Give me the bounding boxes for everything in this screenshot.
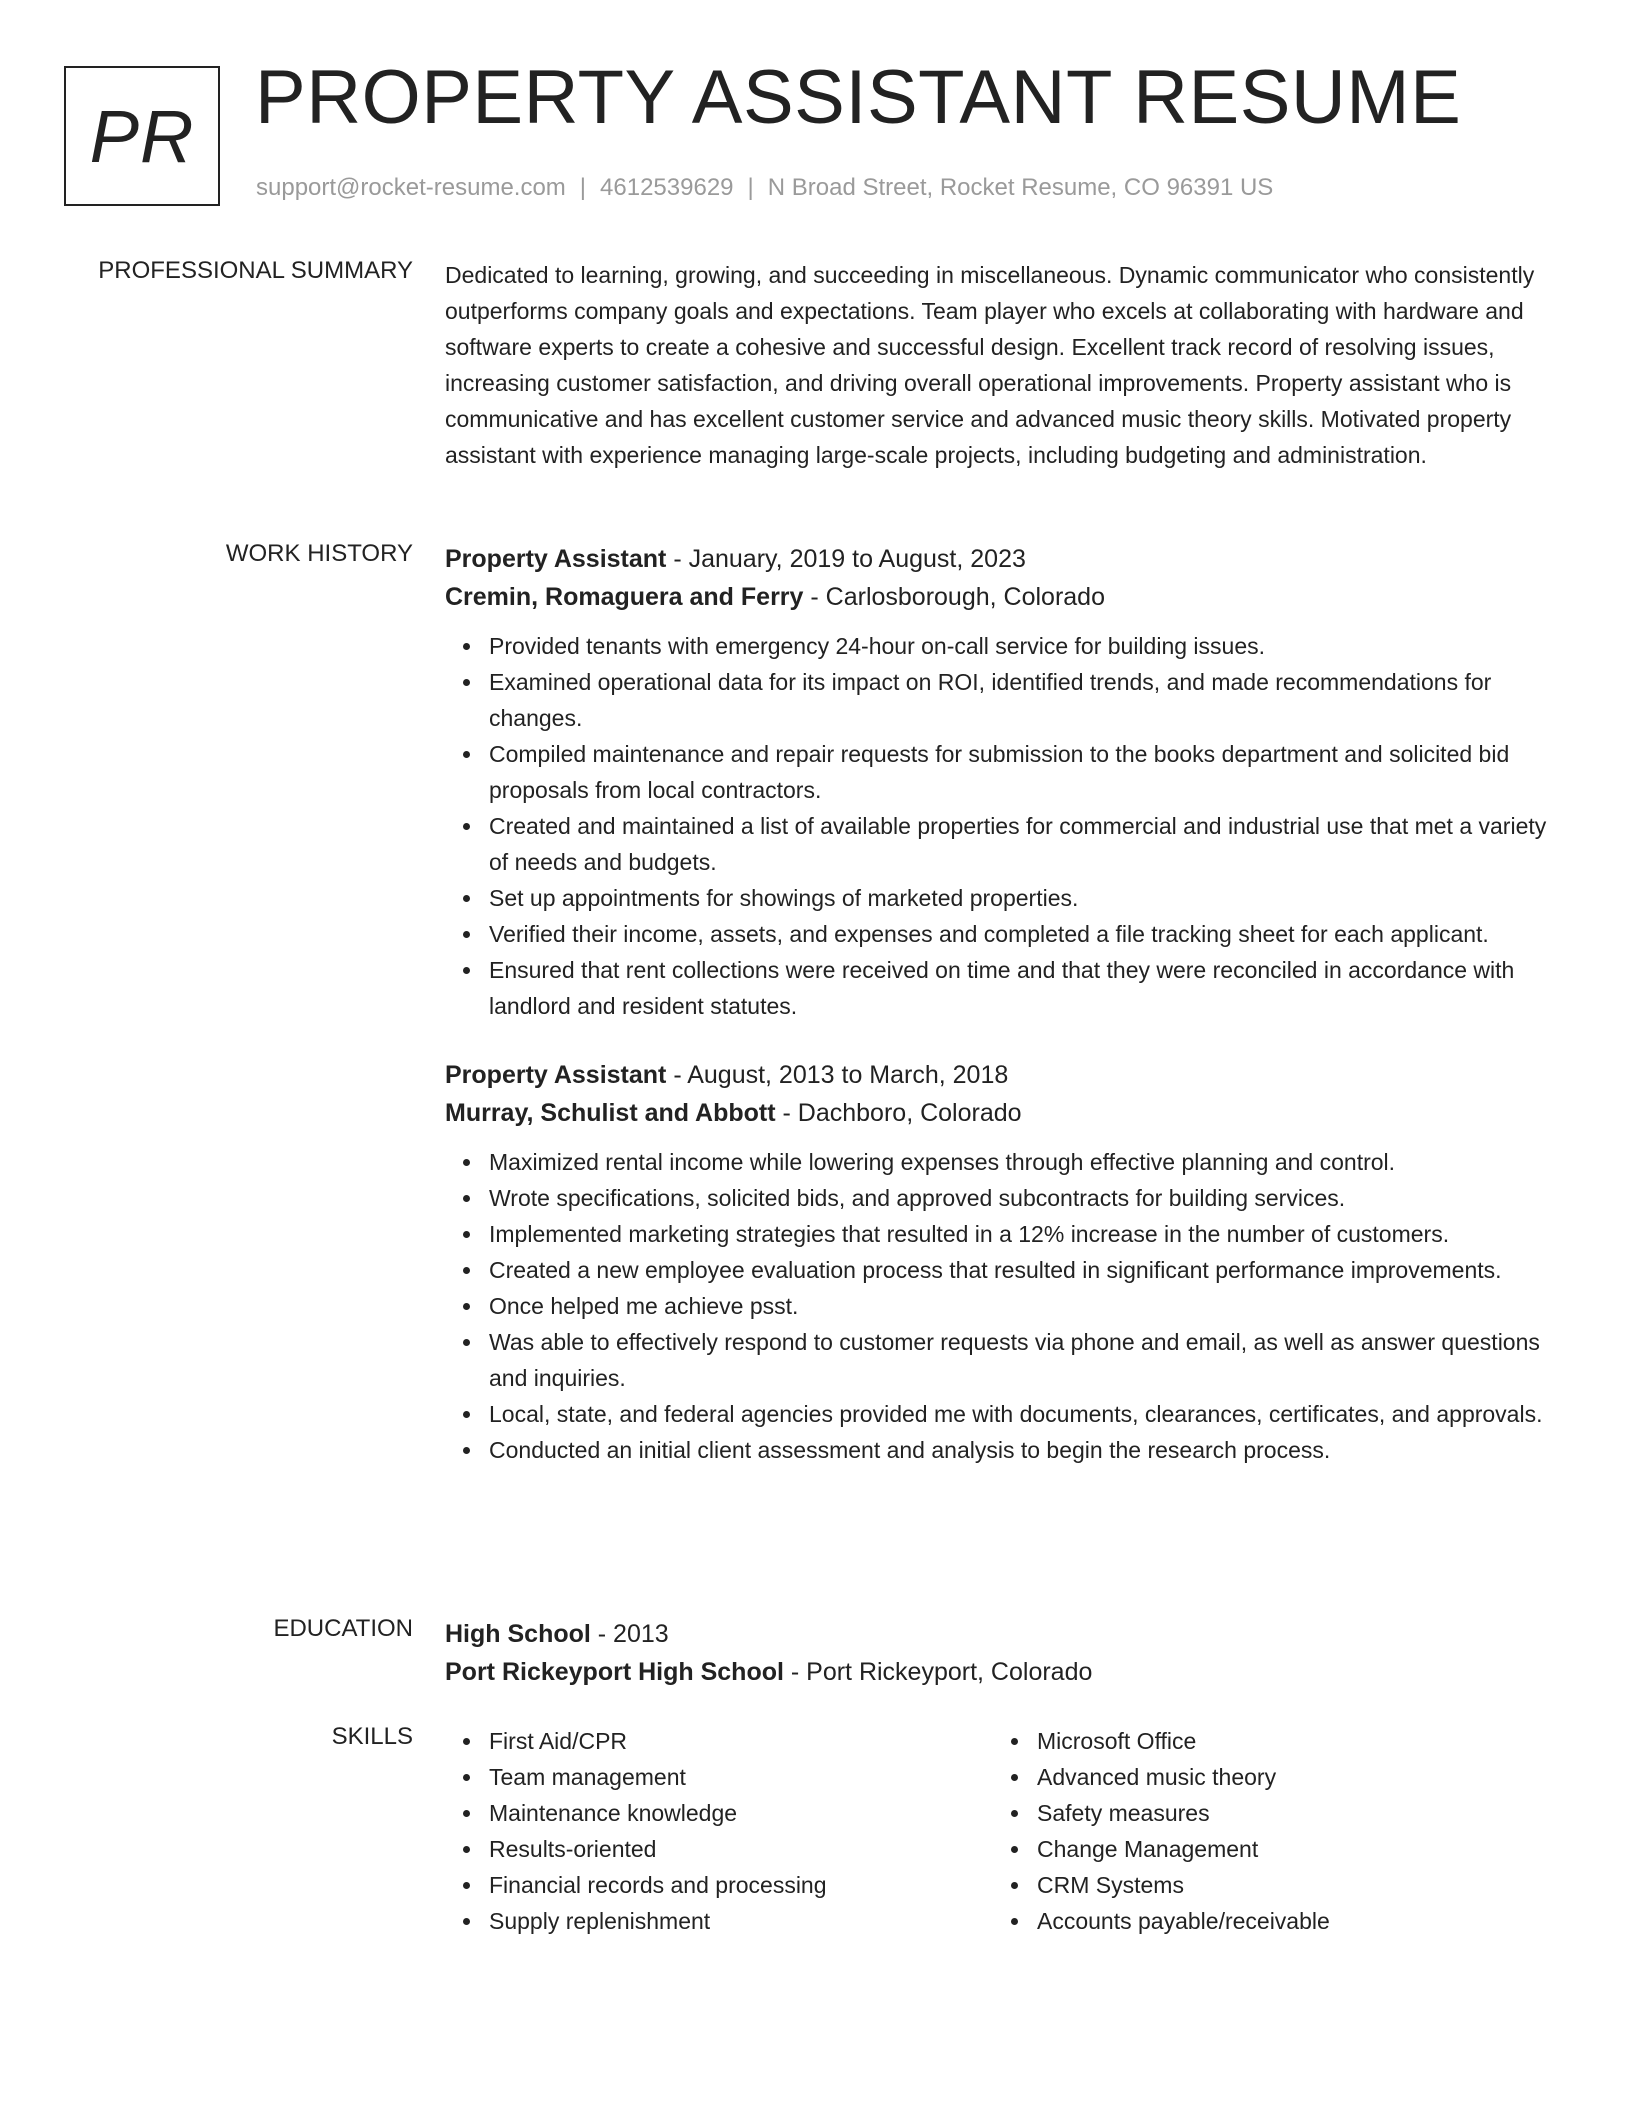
- summary-text: Dedicated to learning, growing, and succeeding in miscellaneous. Dynamic communicator who consistently outperforms company goals and expectations. Team player who excels at collaborating with hardware and software experts to create a cohesive and successful design. Excellent track record of resolving issues, increasing customer satisfaction, and driving overall operational improvements. Property assistant who is communicative and has excellent customer service and advanced music theory skills. Motivated property assistant with experience managing large-scale projects, including budgeting and administration.: [445, 262, 1535, 468]
- job-entry: [445, 1056, 1560, 1468]
- education-location: - Port Rickeyport, Colorado: [783, 1658, 1093, 1686]
- list-item: Maintenance knowledge: [489, 1795, 993, 1831]
- job-title: Property Assistant: [445, 545, 667, 573]
- list-item: Conducted an initial client assessment and analysis to begin the research process.: [489, 1432, 1560, 1468]
- list-item: Examined operational data for its impact on ROI, identified trends, and made recommendations for changes.: [489, 664, 1560, 736]
- education-degree-line: [445, 1615, 1560, 1653]
- job-title-line: [445, 540, 1560, 578]
- list-item: Provided tenants with emergency 24-hour on-call service for building issues.: [489, 628, 1560, 664]
- list-item: Team management: [489, 1759, 993, 1795]
- education-body: [445, 1615, 1560, 1691]
- list-item: Implemented marketing strategies that resulted in a 12% increase in the number of customers.: [489, 1216, 1560, 1252]
- list-item: Maximized rental income while lowering expenses through effective planning and control.: [489, 1144, 1560, 1180]
- skills-heading: SKILLS: [331, 1723, 413, 1750]
- list-item: Local, state, and federal agencies provided me with documents, clearances, certificates, and approvals.: [489, 1396, 1560, 1432]
- job-dates: - August, 2013 to March, 2018: [666, 1061, 1009, 1089]
- list-item: CRM Systems: [1037, 1867, 1541, 1903]
- contact-separator: |: [579, 174, 587, 201]
- skills-list: [993, 1723, 1541, 1939]
- skills-grid: [445, 1723, 1560, 1939]
- job-title: Property Assistant: [445, 1061, 667, 1089]
- job-title-line: [445, 1056, 1560, 1094]
- list-item: Ensured that rent collections were received on time and that they were reconciled in accordance with landlord and resident statutes.: [489, 952, 1560, 1024]
- resume-title: PROPERTY ASSISTANT RESUME: [255, 55, 1462, 140]
- list-item: Accounts payable/receivable: [1037, 1903, 1541, 1939]
- list-item: Wrote specifications, solicited bids, and approved subcontracts for building services.: [489, 1180, 1560, 1216]
- list-item: Results-oriented: [489, 1831, 993, 1867]
- list-item: Was able to effectively respond to customer requests via phone and email, as well as answer questions and inquiries.: [489, 1324, 1560, 1396]
- education-year: - 2013: [590, 1620, 669, 1648]
- education-degree: High School: [445, 1620, 591, 1648]
- list-item: Once helped me achieve psst.: [489, 1288, 1560, 1324]
- skills-column-left: [445, 1723, 993, 1939]
- contact-phone: 4612539629: [600, 174, 734, 201]
- job-company: Murray, Schulist and Abbott: [445, 1099, 776, 1127]
- monogram-badge: [64, 66, 220, 206]
- summary-heading: PROFESSIONAL SUMMARY: [98, 257, 413, 284]
- list-item: Created and maintained a list of available properties for commercial and industrial use that met a variety of needs and budgets.: [489, 808, 1560, 880]
- skills-column-right: [993, 1723, 1541, 1939]
- list-item: Compiled maintenance and repair requests for submission to the books department and solicited bid proposals from local contractors.: [489, 736, 1560, 808]
- summary-body: [445, 257, 1560, 473]
- list-item: First Aid/CPR: [489, 1723, 993, 1759]
- contact-address: N Broad Street, Rocket Resume, CO 96391 US: [767, 174, 1274, 201]
- education-school: Port Rickeyport High School: [445, 1658, 784, 1686]
- contact-separator: |: [747, 174, 754, 201]
- work-history-heading: WORK HISTORY: [225, 540, 413, 567]
- job-company-line: [445, 578, 1560, 616]
- skills-body: [445, 1723, 1560, 1939]
- job-bullet-list: [445, 628, 1560, 1024]
- education-heading: EDUCATION: [273, 1615, 413, 1642]
- job-bullet-list: [445, 1144, 1560, 1468]
- job-location: - Carlosborough, Colorado: [803, 583, 1105, 611]
- list-item: Advanced music theory: [1037, 1759, 1541, 1795]
- job-dates: - January, 2019 to August, 2023: [666, 545, 1026, 573]
- list-item: Set up appointments for showings of marketed properties.: [489, 880, 1560, 916]
- list-item: Financial records and processing: [489, 1867, 993, 1903]
- list-item: Created a new employee evaluation process that resulted in significant performance improvements.: [489, 1252, 1560, 1288]
- list-item: Safety measures: [1037, 1795, 1541, 1831]
- list-item: Microsoft Office: [1037, 1723, 1541, 1759]
- job-company: Cremin, Romaguera and Ferry: [445, 583, 804, 611]
- list-item: Change Management: [1037, 1831, 1541, 1867]
- skills-list: [445, 1723, 993, 1939]
- monogram-initials: PR: [89, 94, 195, 178]
- contact-line: [256, 174, 1273, 202]
- job-entry: [445, 540, 1560, 1024]
- list-item: Supply replenishment: [489, 1903, 993, 1939]
- contact-email: support@rocket-resume.com: [256, 174, 566, 201]
- education-school-line: [445, 1653, 1560, 1691]
- work-history-body: [445, 540, 1560, 1468]
- list-item: Verified their income, assets, and expenses and completed a file tracking sheet for each applicant.: [489, 916, 1560, 952]
- job-location: - Dachboro, Colorado: [775, 1099, 1022, 1127]
- job-company-line: [445, 1094, 1560, 1132]
